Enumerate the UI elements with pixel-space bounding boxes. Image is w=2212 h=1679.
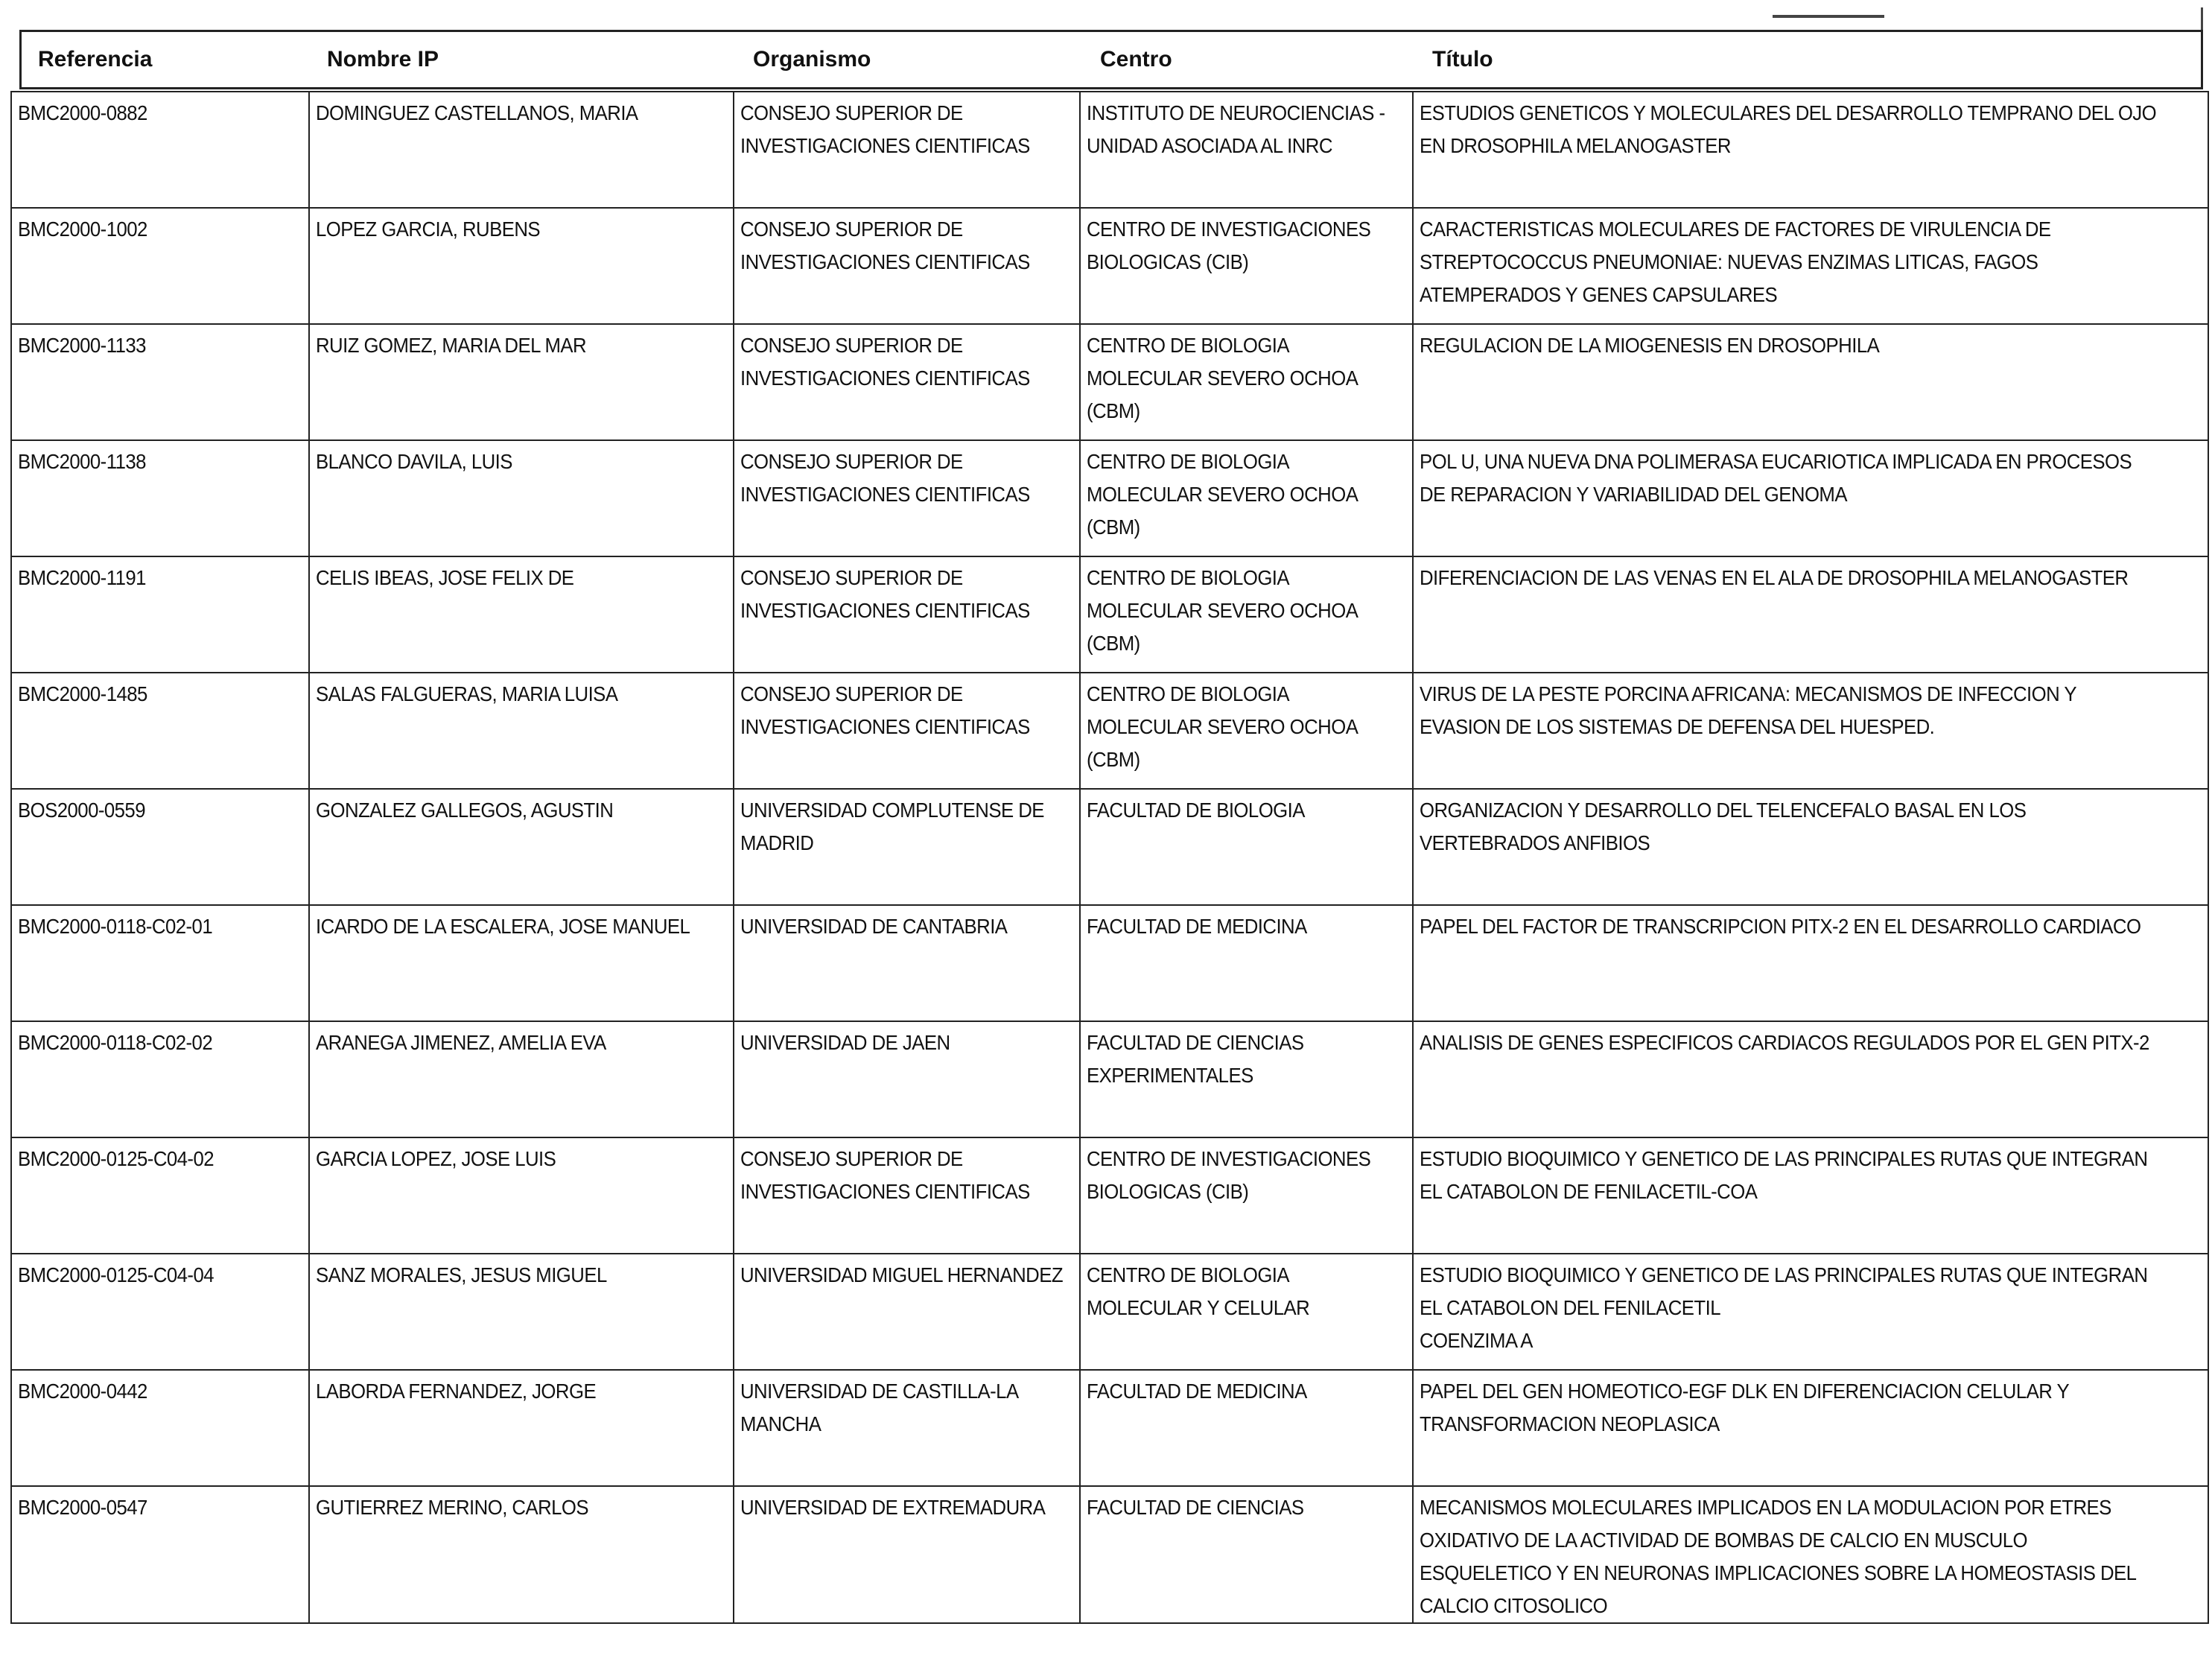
cell-titulo-text: PAPEL DEL FACTOR DE TRANSCRIPCION PITX-2 EN EL DESARROLLO CARDIACO xyxy=(1420,915,2141,938)
cell-centro-text: FACULTAD DE MEDICINA xyxy=(1087,1380,1307,1403)
table-row xyxy=(11,1137,2208,1254)
cell-organismo-text: CONSEJO SUPERIOR DE INVESTIGACIONES CIENTIFICAS xyxy=(740,566,1030,622)
cell-centro-text: CENTRO DE BIOLOGIA MOLECULAR SEVERO OCHOA (CBM) xyxy=(1087,450,1358,539)
cell-centro-text: FACULTAD DE CIENCIAS xyxy=(1087,1496,1304,1519)
cell-centro-text: CENTRO DE BIOLOGIA MOLECULAR SEVERO OCHOA (CBM) xyxy=(1087,566,1358,655)
cell-titulo-text: ESTUDIO BIOQUIMICO Y GENETICO DE LAS PRINCIPALES RUTAS QUE INTEGRAN EL CATABOLON DEL FENILACETIL COENZIMA A xyxy=(1420,1263,2148,1352)
cell-centro-text: FACULTAD DE CIENCIAS EXPERIMENTALES xyxy=(1087,1031,1304,1087)
cell-centro-text: CENTRO DE BIOLOGIA MOLECULAR SEVERO OCHOA (CBM) xyxy=(1087,334,1358,422)
cell-nombre-ip-text: GONZALEZ GALLEGOS, AGUSTIN xyxy=(316,799,614,822)
cell-referencia xyxy=(11,208,309,324)
cell-nombre-ip xyxy=(309,324,734,440)
cell-organismo-text: UNIVERSIDAD DE CASTILLA-LA MANCHA xyxy=(740,1380,1019,1435)
cell-centro-text: CENTRO DE BIOLOGIA MOLECULAR SEVERO OCHOA (CBM) xyxy=(1087,682,1358,771)
header-titulo: Título xyxy=(1432,47,1493,72)
cell-nombre-ip xyxy=(309,556,734,673)
cell-referencia-text: BMC2000-0125-C04-02 xyxy=(18,1147,214,1170)
cell-organismo-text: CONSEJO SUPERIOR DE INVESTIGACIONES CIENTIFICAS xyxy=(740,218,1030,273)
cell-centro xyxy=(1080,324,1413,440)
cell-organismo xyxy=(734,1486,1080,1623)
cell-referencia xyxy=(11,556,309,673)
cell-nombre-ip-text: CELIS IBEAS, JOSE FELIX DE xyxy=(316,566,574,589)
header-referencia: Referencia xyxy=(38,47,153,72)
cell-centro-text: CENTRO DE INVESTIGACIONES BIOLOGICAS (CIB) xyxy=(1087,1147,1371,1203)
cell-nombre-ip xyxy=(309,789,734,905)
cell-centro xyxy=(1080,92,1413,208)
cell-referencia xyxy=(11,1254,309,1370)
cell-organismo xyxy=(734,1137,1080,1254)
cell-referencia-text: BMC2000-0547 xyxy=(18,1496,147,1519)
cell-organismo xyxy=(734,673,1080,789)
cell-titulo-text: ESTUDIOS GENETICOS Y MOLECULARES DEL DESARROLLO TEMPRANO DEL OJO EN DROSOPHILA MELANOGASTER xyxy=(1420,101,2157,157)
cell-referencia xyxy=(11,1486,309,1623)
table-row xyxy=(11,1254,2208,1370)
cell-organismo xyxy=(734,1021,1080,1137)
cell-nombre-ip xyxy=(309,673,734,789)
cell-referencia-text: BMC2000-0118-C02-01 xyxy=(18,915,213,938)
cell-centro-text: CENTRO DE INVESTIGACIONES BIOLOGICAS (CIB) xyxy=(1087,218,1371,273)
table-row xyxy=(11,440,2208,556)
table-header xyxy=(19,30,2203,89)
cell-centro-text: CENTRO DE BIOLOGIA MOLECULAR Y CELULAR xyxy=(1087,1263,1310,1319)
cell-titulo-text: DIFERENCIACION DE LAS VENAS EN EL ALA DE DROSOPHILA MELANOGASTER xyxy=(1420,566,2129,589)
table-row xyxy=(11,324,2208,440)
projects-table xyxy=(10,91,2209,1624)
cell-nombre-ip-text: ICARDO DE LA ESCALERA, JOSE MANUEL xyxy=(316,915,690,938)
table-body xyxy=(11,92,2208,1623)
cell-referencia xyxy=(11,1137,309,1254)
cell-nombre-ip-text: DOMINGUEZ CASTELLANOS, MARIA xyxy=(316,101,638,124)
cell-nombre-ip xyxy=(309,1137,734,1254)
cell-organismo-text: UNIVERSIDAD DE EXTREMADURA xyxy=(740,1496,1046,1519)
cell-nombre-ip-text: GUTIERREZ MERINO, CARLOS xyxy=(316,1496,589,1519)
cell-organismo xyxy=(734,440,1080,556)
cell-titulo xyxy=(1413,1137,2208,1254)
cell-organismo-text: CONSEJO SUPERIOR DE INVESTIGACIONES CIENTIFICAS xyxy=(740,450,1030,506)
cell-centro-text: FACULTAD DE BIOLOGIA xyxy=(1087,799,1305,822)
cell-titulo xyxy=(1413,1486,2208,1623)
cell-titulo-text: ANALISIS DE GENES ESPECIFICOS CARDIACOS REGULADOS POR EL GEN PITX-2 xyxy=(1420,1031,2149,1054)
cell-titulo xyxy=(1413,905,2208,1021)
header-nombre-ip: Nombre IP xyxy=(327,47,439,72)
cell-titulo-text: REGULACION DE LA MIOGENESIS EN DROSOPHILA xyxy=(1420,334,1880,357)
cell-centro xyxy=(1080,1254,1413,1370)
cell-referencia-text: BMC2000-1002 xyxy=(18,218,147,241)
cell-referencia xyxy=(11,789,309,905)
cell-titulo xyxy=(1413,556,2208,673)
cell-organismo xyxy=(734,1370,1080,1486)
table-row xyxy=(11,1021,2208,1137)
cell-referencia xyxy=(11,324,309,440)
table-row xyxy=(11,208,2208,324)
cell-titulo xyxy=(1413,92,2208,208)
cell-nombre-ip xyxy=(309,1370,734,1486)
cell-nombre-ip xyxy=(309,440,734,556)
cell-organismo-text: UNIVERSIDAD MIGUEL HERNANDEZ xyxy=(740,1263,1064,1286)
cell-titulo xyxy=(1413,1021,2208,1137)
cell-organismo xyxy=(734,208,1080,324)
cell-centro-text: FACULTAD DE MEDICINA xyxy=(1087,915,1307,938)
cell-nombre-ip-text: GARCIA LOPEZ, JOSE LUIS xyxy=(316,1147,556,1170)
cell-referencia-text: BMC2000-1133 xyxy=(18,334,146,357)
cell-organismo-text: UNIVERSIDAD COMPLUTENSE DE MADRID xyxy=(740,799,1044,854)
cell-centro xyxy=(1080,905,1413,1021)
cell-nombre-ip xyxy=(309,905,734,1021)
table-row xyxy=(11,1370,2208,1486)
cell-organismo-text: CONSEJO SUPERIOR DE INVESTIGACIONES CIENTIFICAS xyxy=(740,334,1030,390)
cell-organismo xyxy=(734,789,1080,905)
table-row xyxy=(11,673,2208,789)
cell-centro xyxy=(1080,789,1413,905)
cell-centro xyxy=(1080,208,1413,324)
cell-centro xyxy=(1080,1370,1413,1486)
cell-centro xyxy=(1080,556,1413,673)
cell-referencia-text: BMC2000-1191 xyxy=(18,566,146,589)
cell-titulo xyxy=(1413,324,2208,440)
cell-titulo-text: ORGANIZACION Y DESARROLLO DEL TELENCEFALO BASAL EN LOS VERTEBRADOS ANFIBIOS xyxy=(1420,799,2027,854)
cell-organismo xyxy=(734,556,1080,673)
cell-centro xyxy=(1080,1021,1413,1137)
cell-nombre-ip xyxy=(309,1486,734,1623)
cell-centro-text: INSTITUTO DE NEUROCIENCIAS - UNIDAD ASOCIADA AL INRC xyxy=(1087,101,1385,157)
table-row xyxy=(11,905,2208,1021)
cell-referencia xyxy=(11,673,309,789)
cell-nombre-ip-text: SANZ MORALES, JESUS MIGUEL xyxy=(316,1263,607,1286)
cell-titulo xyxy=(1413,1254,2208,1370)
cell-referencia xyxy=(11,1370,309,1486)
cell-referencia xyxy=(11,440,309,556)
cell-referencia xyxy=(11,92,309,208)
cell-titulo xyxy=(1413,673,2208,789)
cell-referencia xyxy=(11,905,309,1021)
cell-centro xyxy=(1080,1137,1413,1254)
cell-referencia-text: BMC2000-1485 xyxy=(18,682,147,705)
cell-centro xyxy=(1080,440,1413,556)
cell-titulo-text: ESTUDIO BIOQUIMICO Y GENETICO DE LAS PRINCIPALES RUTAS QUE INTEGRAN EL CATABOLON DE FENILACETIL-COA xyxy=(1420,1147,2148,1203)
cell-organismo-text: CONSEJO SUPERIOR DE INVESTIGACIONES CIENTIFICAS xyxy=(740,682,1030,738)
header-centro: Centro xyxy=(1100,47,1172,72)
scan-mark-top xyxy=(1773,15,1884,18)
cell-nombre-ip xyxy=(309,1254,734,1370)
cell-organismo xyxy=(734,92,1080,208)
cell-organismo xyxy=(734,1254,1080,1370)
cell-organismo-text: UNIVERSIDAD DE JAEN xyxy=(740,1031,950,1054)
cell-organismo xyxy=(734,324,1080,440)
table-row xyxy=(11,556,2208,673)
cell-nombre-ip xyxy=(309,92,734,208)
header-organismo: Organismo xyxy=(753,47,871,72)
cell-centro xyxy=(1080,1486,1413,1623)
cell-referencia-text: BOS2000-0559 xyxy=(18,799,145,822)
cell-centro xyxy=(1080,673,1413,789)
cell-nombre-ip-text: BLANCO DAVILA, LUIS xyxy=(316,450,512,473)
cell-titulo xyxy=(1413,789,2208,905)
cell-referencia-text: BMC2000-0882 xyxy=(18,101,147,124)
table-row xyxy=(11,1486,2208,1623)
cell-nombre-ip xyxy=(309,208,734,324)
cell-nombre-ip-text: SALAS FALGUERAS, MARIA LUISA xyxy=(316,682,618,705)
cell-referencia-text: BMC2000-0118-C02-02 xyxy=(18,1031,213,1054)
cell-titulo-text: CARACTERISTICAS MOLECULARES DE FACTORES DE VIRULENCIA DE STREPTOCOCCUS PNEUMONIAE: NUEVAS ENZIMAS LITICAS, FAGOS ATEMPERADOS Y GENES CAPSULARES xyxy=(1420,218,2051,306)
table-row xyxy=(11,92,2208,208)
cell-nombre-ip-text: RUIZ GOMEZ, MARIA DEL MAR xyxy=(316,334,587,357)
cell-titulo xyxy=(1413,208,2208,324)
cell-organismo-text: CONSEJO SUPERIOR DE INVESTIGACIONES CIENTIFICAS xyxy=(740,101,1030,157)
cell-referencia xyxy=(11,1021,309,1137)
cell-organismo-text: CONSEJO SUPERIOR DE INVESTIGACIONES CIENTIFICAS xyxy=(740,1147,1030,1203)
cell-titulo-text: PAPEL DEL GEN HOMEOTICO-EGF DLK EN DIFERENCIACION CELULAR Y TRANSFORMACION NEOPLASICA xyxy=(1420,1380,2070,1435)
cell-nombre-ip-text: ARANEGA JIMENEZ, AMELIA EVA xyxy=(316,1031,606,1054)
cell-organismo xyxy=(734,905,1080,1021)
cell-titulo xyxy=(1413,1370,2208,1486)
cell-titulo-text: VIRUS DE LA PESTE PORCINA AFRICANA: MECANISMOS DE INFECCION Y EVASION DE LOS SISTEMAS DE DEFENSA DEL HUESPED. xyxy=(1420,682,2076,738)
cell-nombre-ip-text: LOPEZ GARCIA, RUBENS xyxy=(316,218,541,241)
cell-referencia-text: BMC2000-0125-C04-04 xyxy=(18,1263,214,1286)
table-row xyxy=(11,789,2208,905)
cell-referencia-text: BMC2000-1138 xyxy=(18,450,146,473)
cell-titulo-text: MECANISMOS MOLECULARES IMPLICADOS EN LA MODULACION POR ETRES OXIDATIVO DE LA ACTIVIDAD DE BOMBAS DE CALCIO EN MUSCULO ESQUELETICO Y EN NEURONAS IMPLICACIONES SOBRE LA HOMEOSTASIS DEL CALCIO CITOSOLICO xyxy=(1420,1496,2137,1617)
cell-titulo xyxy=(1413,440,2208,556)
cell-organismo-text: UNIVERSIDAD DE CANTABRIA xyxy=(740,915,1008,938)
cell-titulo-text: POL U, UNA NUEVA DNA POLIMERASA EUCARIOTICA IMPLICADA EN PROCESOS DE REPARACION Y VARIABILIDAD DEL GENOMA xyxy=(1420,450,2132,506)
cell-referencia-text: BMC2000-0442 xyxy=(18,1380,147,1403)
cell-nombre-ip xyxy=(309,1021,734,1137)
cell-nombre-ip-text: LABORDA FERNANDEZ, JORGE xyxy=(316,1380,597,1403)
